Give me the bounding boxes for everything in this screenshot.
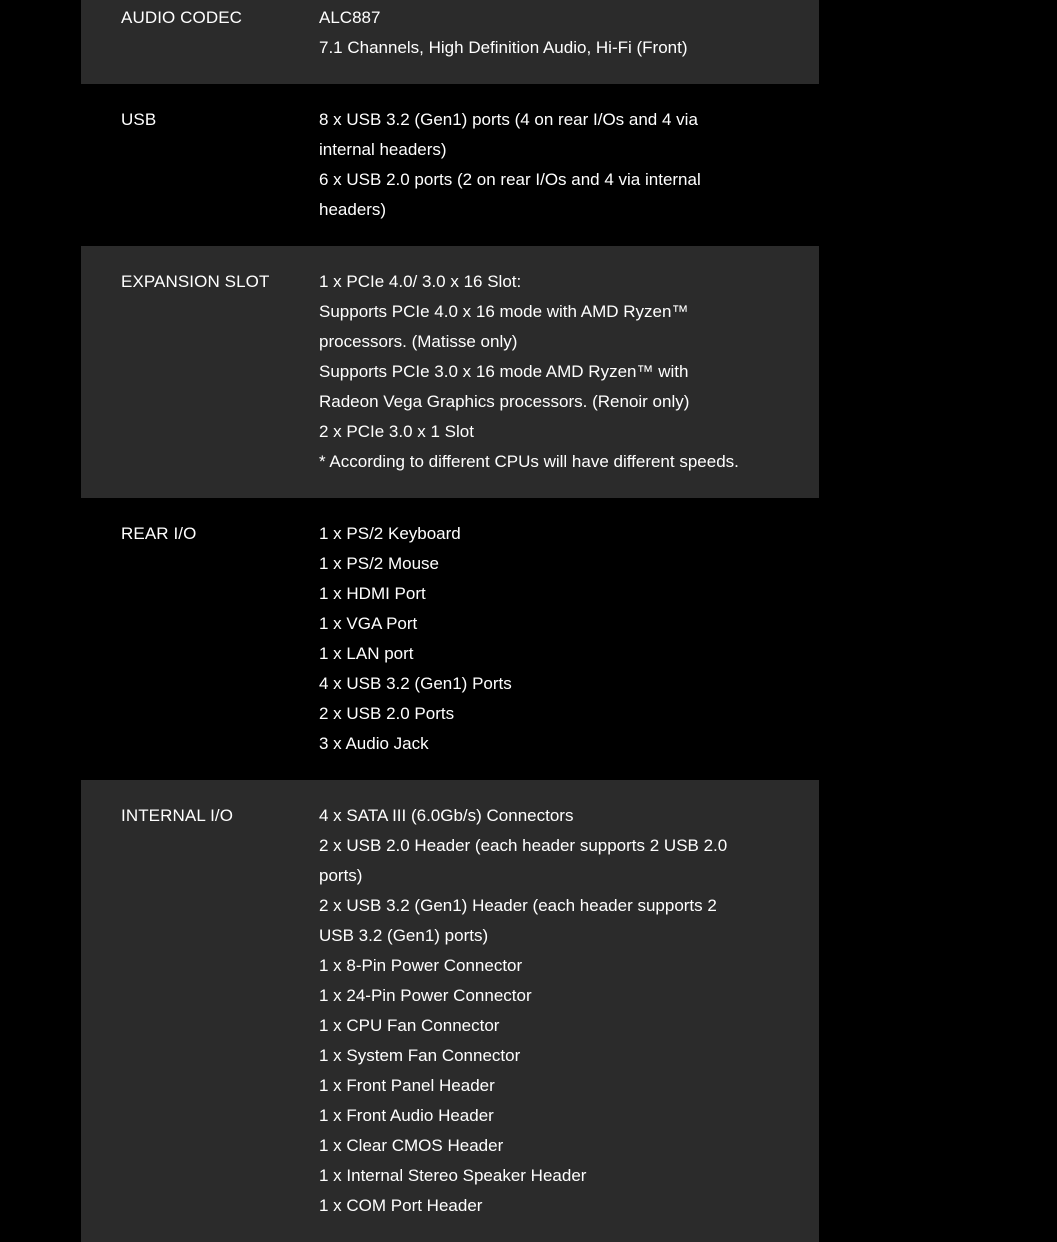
spec-value-line: Supports PCIe 4.0 x 16 mode with AMD Ryzen™ processors. (Matisse only) <box>319 302 689 351</box>
spec-value-line: 7.1 Channels, High Definition Audio, Hi-Fi (Front) <box>319 38 688 57</box>
spec-value-line: 1 x System Fan Connector <box>319 1046 521 1065</box>
spec-values <box>319 519 739 759</box>
spec-row-audio-codec <box>81 0 819 84</box>
spec-value-line: 1 x PS/2 Keyboard <box>319 524 461 543</box>
spec-value-line: 1 x COM Port Header <box>319 1196 483 1215</box>
spec-value-line: 1 x PCIe 4.0/ 3.0 x 16 Slot: <box>319 272 522 291</box>
spec-row-expansion-slot <box>81 246 819 498</box>
spec-value-line: 4 x SATA III (6.0Gb/s) Connectors <box>319 806 574 825</box>
spec-label: REAR I/O <box>121 524 197 543</box>
spec-row-rear-io <box>81 498 819 780</box>
spec-label: INTERNAL I/O <box>121 806 234 825</box>
spec-row-internal-io <box>81 780 819 1242</box>
spec-value-line: 1 x LAN port <box>319 644 414 663</box>
spec-value-line: 6 x USB 2.0 ports (2 on rear I/Os and 4 via internal headers) <box>319 170 701 219</box>
spec-value-line: 2 x USB 3.2 (Gen1) Header (each header supports 2 USB 3.2 (Gen1) ports) <box>319 896 717 945</box>
spec-value-line: 1 x PS/2 Mouse <box>319 554 440 573</box>
spec-value-line: 4 x USB 3.2 (Gen1) Ports <box>319 674 512 693</box>
spec-values <box>319 267 739 477</box>
spec-value-line: 1 x CPU Fan Connector <box>319 1016 500 1035</box>
spec-table <box>81 0 819 1242</box>
spec-value-line: 1 x 8-Pin Power Connector <box>319 956 523 975</box>
spec-values <box>319 801 739 1221</box>
spec-values <box>319 3 739 63</box>
spec-value-line: 8 x USB 3.2 (Gen1) ports (4 on rear I/Os and 4 via internal headers) <box>319 110 698 159</box>
spec-value-line: 2 x PCIe 3.0 x 1 Slot <box>319 422 474 441</box>
spec-value-line: ALC887 <box>319 8 381 27</box>
spec-value-line: 1 x HDMI Port <box>319 584 426 603</box>
spec-value-line: 1 x Front Audio Header <box>319 1106 494 1125</box>
spec-value-line: 1 x Front Panel Header <box>319 1076 495 1095</box>
spec-value-line: Supports PCIe 3.0 x 16 mode AMD Ryzen™ with Radeon Vega Graphics processors. (Renoir only) <box>319 362 690 411</box>
spec-values <box>319 105 739 225</box>
spec-value-line: 1 x 24-Pin Power Connector <box>319 986 532 1005</box>
spec-label: EXPANSION SLOT <box>121 272 270 291</box>
spec-value-line: 2 x USB 2.0 Header (each header supports 2 USB 2.0 ports) <box>319 836 728 885</box>
spec-value-line: 2 x USB 2.0 Ports <box>319 704 455 723</box>
spec-value-line: * According to different CPUs will have different speeds. <box>319 452 739 471</box>
spec-label: AUDIO CODEC <box>121 8 243 27</box>
spec-value-line: 1 x Clear CMOS Header <box>319 1136 504 1155</box>
spec-value-line: 1 x Internal Stereo Speaker Header <box>319 1166 587 1185</box>
spec-value-line: 1 x VGA Port <box>319 614 418 633</box>
spec-label: USB <box>121 110 157 129</box>
spec-value-line: 3 x Audio Jack <box>319 734 429 753</box>
spec-row-usb <box>81 84 819 246</box>
